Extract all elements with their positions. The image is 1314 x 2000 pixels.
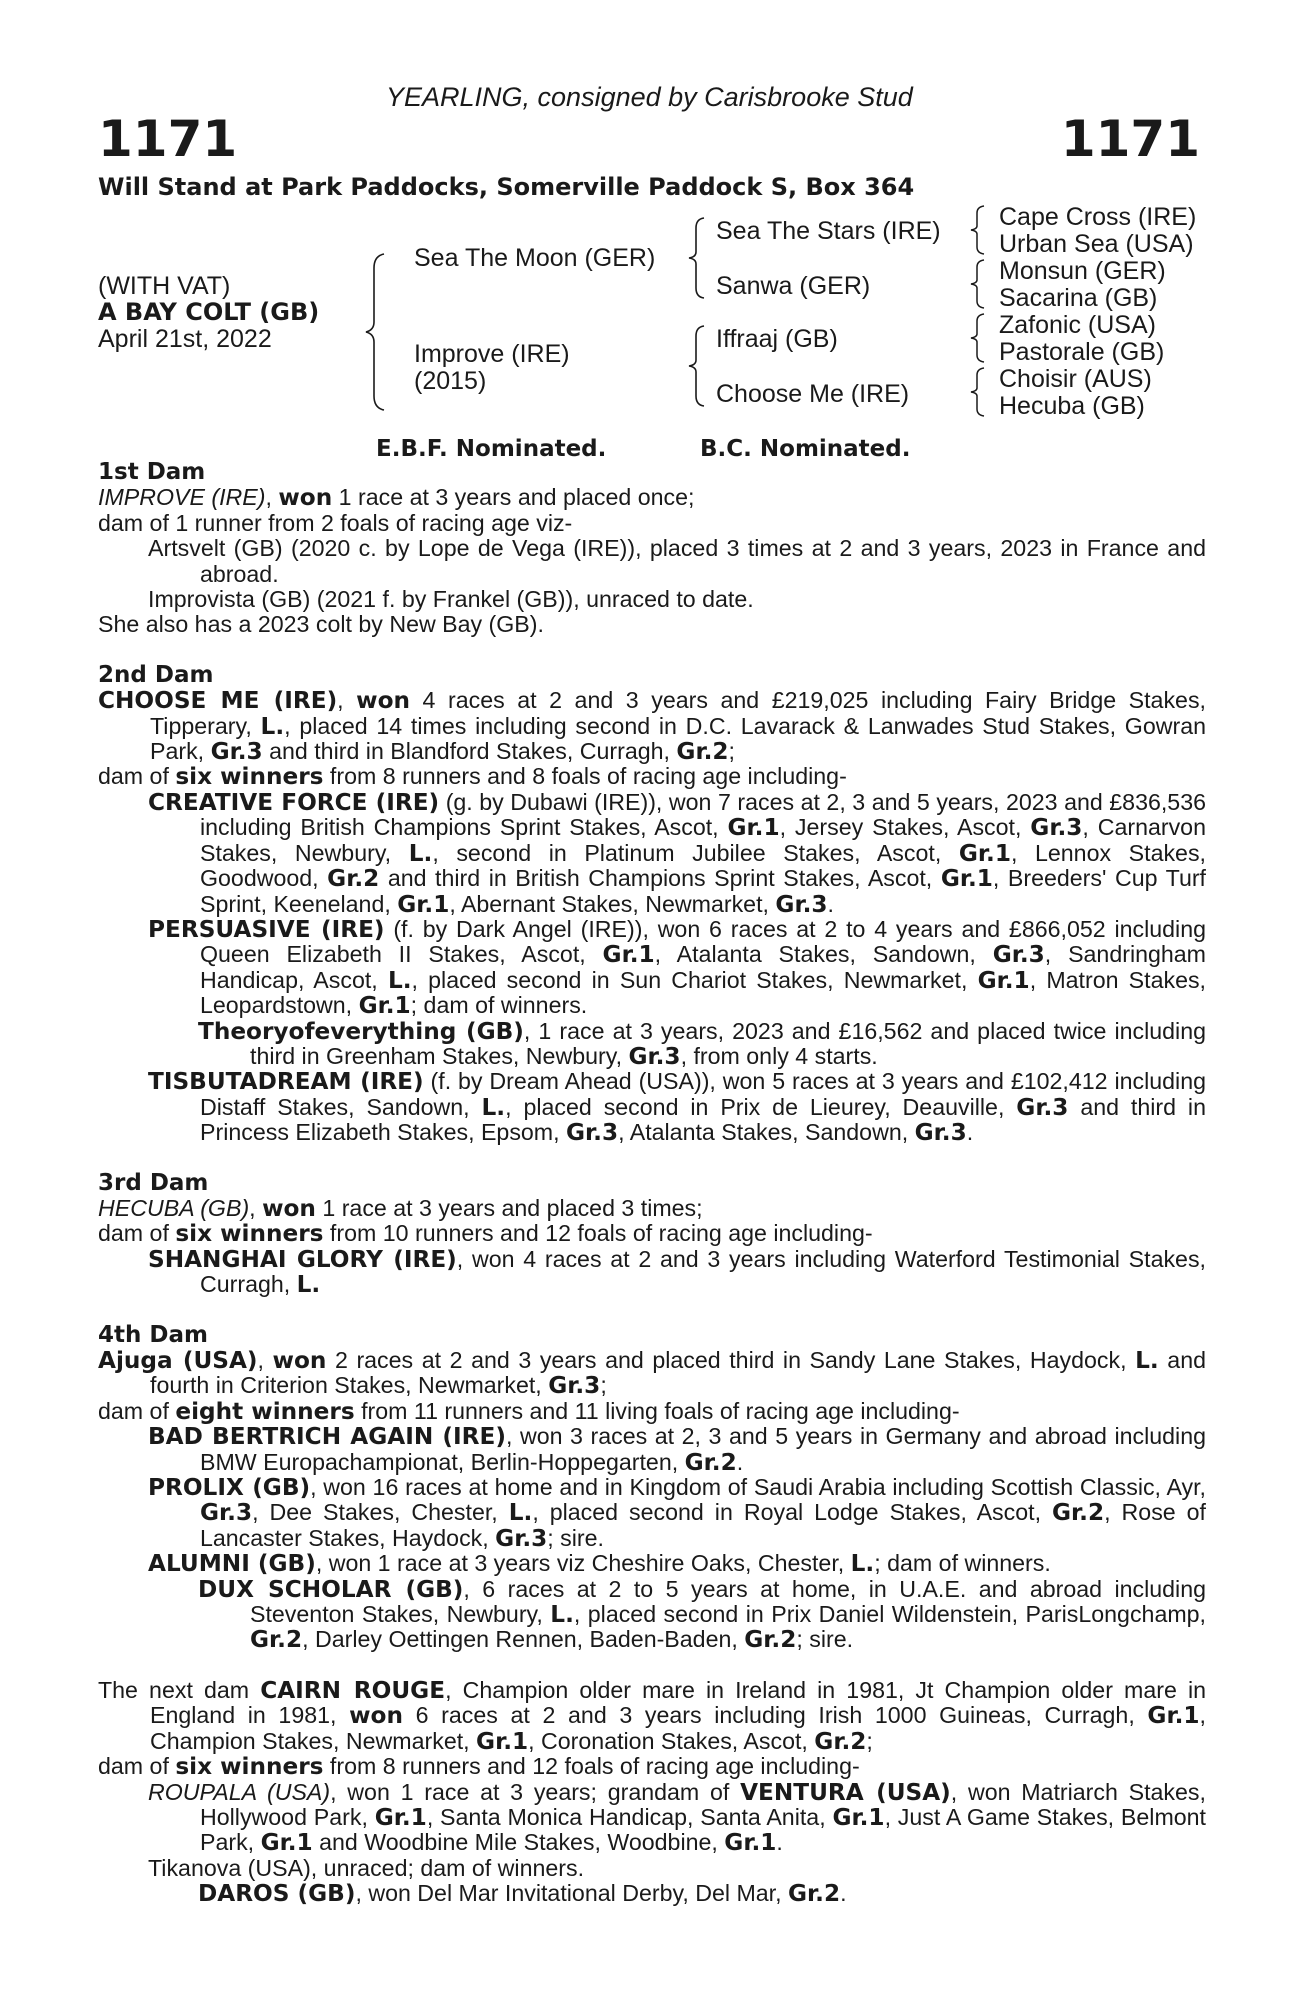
next-dam-produce-summary: dam of six winners from 8 runners and 12 foals of racing age including- — [98, 1753, 860, 1781]
pedigree-g7: Choisir (AUS) — [999, 365, 1152, 393]
second-dam-produce-3: TISBUTADREAM (IRE) (f. by Dream Ahead (USA)), won 5 races at 3 years and £102,412 including Distaff Stakes, Sandown, L., placed second in Prix de Lieurey, Deauville, Gr.3 and third in Princess Elizabeth Stakes, Epsom, Gr.3, Atalanta Stakes, Sandown, Gr.3. — [148, 1068, 1206, 1147]
stand-location: Will Stand at Park Paddocks, Somerville Paddock S, Box 364 — [98, 173, 915, 201]
pedigree-brace-g56 — [968, 312, 988, 364]
fourth-dam-produce-1: BAD BERTRICH AGAIN (IRE), won 3 races at 2, 3 and 5 years in Germany and abroad including BMW Europachampionat, Berlin-Hoppegarten, Gr.2. — [148, 1423, 1206, 1476]
third-dam-produce-1: SHANGHAI GLORY (IRE), won 4 races at 2 and 3 years including Waterford Testimonial Stakes, Curragh, L. — [148, 1245, 1206, 1299]
pedigree-g2: Urban Sea (USA) — [999, 230, 1194, 258]
second-dam-grandproduce-1: Theoryofeverything (GB), 1 race at 3 years, 2023 and £16,562 and placed twice including third in Greenham Stakes, Newbury, Gr.3, from only 4 starts. — [198, 1017, 1206, 1070]
pedigree-brace-g34 — [968, 258, 988, 310]
first-dam-note: She also has a 2023 colt by New Bay (GB). — [98, 611, 544, 638]
first-dam-produce-2: Improvista (GB) (2021 f. by Frankel (GB)), unraced to date. — [148, 586, 754, 613]
first-dam-produce-summary: dam of 1 runner from 2 foals of racing age viz- — [98, 509, 573, 536]
pedigree-brace-g12 — [968, 204, 988, 256]
second-dam-intro: CHOOSE ME (IRE), won 4 races at 2 and 3 years and £219,025 including Fairy Bridge Stakes, Tipperary, L., placed 14 times including second in D.C. Lavarack & Lanwades Stud Stakes, Gowran Park, Gr.3 and third in Blandford Stakes, Curragh, Gr.2; — [98, 687, 1206, 766]
bc-nomination: B.C. Nominated. — [700, 436, 911, 462]
pedigree-sire-dam: Sanwa (GER) — [716, 272, 871, 300]
pedigree-brace-g78 — [968, 366, 988, 418]
second-dam-heading: 2nd Dam — [98, 661, 214, 688]
horse-name: A BAY COLT (GB) — [98, 298, 320, 326]
next-dam-intro: The next dam CAIRN ROUGE, Champion older mare in Ireland in 1981, Jt Champion older mare in England in 1981, won 6 races at 2 and 3 years including Irish 1000 Guineas, Curragh, Gr.1, Champion Stakes, Newmarket, Gr.1, Coronation Stakes, Ascot, Gr.2; — [98, 1676, 1206, 1755]
fourth-dam-intro: Ajuga (USA), won 2 races at 2 and 3 years and placed third in Sandy Lane Stakes, Haydock, L. and fourth in Criterion Stakes, Newmarket, Gr.3; — [98, 1347, 1206, 1400]
fourth-dam-produce-summary: dam of eight winners from 11 runners and 11 living foals of racing age including- — [98, 1397, 960, 1425]
pedigree-g6: Pastorale (GB) — [999, 338, 1165, 366]
ebf-nomination: E.B.F. Nominated. — [376, 436, 607, 462]
pedigree-brace-sire — [686, 216, 708, 300]
third-dam-heading: 3rd Dam — [98, 1169, 209, 1196]
third-dam-intro: HECUBA (GB), won 1 race at 3 years and placed 3 times; — [98, 1194, 703, 1222]
pedigree-dam-year: (2015) — [414, 367, 487, 395]
pedigree-dam-dam: Choose Me (IRE) — [716, 380, 910, 408]
fourth-dam-grandproduce-1: DUX SCHOLAR (GB), 6 races at 2 to 5 years at home, in U.A.E. and abroad including Steventon Stakes, Newbury, L., placed second in Prix Daniel Wildenstein, ParisLongchamp, Gr.2, Darley Oettingen Rennen, Baden-Baden, Gr.2; sire. — [198, 1575, 1206, 1654]
pedigree-brace-main — [362, 252, 392, 412]
second-dam-produce-1: CREATIVE FORCE (IRE) (g. by Dubawi (IRE)), won 7 races at 2, 3 and 5 years, 2023 and £836,536 including British Champions Sprint Stakes, Ascot, Gr.1, Jersey Stakes, Ascot, Gr.3, Carnarvon Stakes, Newbury, L., second in Platinum Jubilee Stakes, Ascot, Gr.1, Lennox Stakes, Goodwood, Gr.2 and third in British Champions Sprint Stakes, Ascot, Gr.1, Breeders' Cup Turf Sprint, Keeneland, Gr.1, Abernant Stakes, Newmarket, Gr.3. — [148, 788, 1207, 918]
vat-note: (WITH VAT) — [98, 272, 231, 300]
pedigree-sire-sire: Sea The Stars (IRE) — [716, 217, 941, 245]
pedigree-notes — [98, 460, 1206, 1907]
third-dam-produce-summary: dam of six winners from 10 runners and 12 foals of racing age including- — [98, 1220, 873, 1248]
pedigree-dam-sire: Iffraaj (GB) — [716, 325, 838, 353]
fourth-dam-produce-2: PROLIX (GB), won 16 races at home and in Kingdom of Saudi Arabia including Scottish Classic, Ayr, Gr.3, Dee Stakes, Chester, L., placed second in Royal Lodge Stakes, Ascot, Gr.2, Rose of Lancaster Stakes, Haydock, Gr.3; sire. — [148, 1474, 1207, 1552]
next-dam-produce-2: Tikanova (USA), unraced; dam of winners. — [148, 1854, 585, 1881]
pedigree-dam: Improve (IRE) — [414, 340, 570, 368]
second-dam-produce-summary: dam of six winners from 8 runners and 8 foals of racing age including- — [98, 763, 847, 791]
pedigree-g1: Cape Cross (IRE) — [999, 203, 1197, 231]
consignor-line: YEARLING, consigned by Carisbrooke Stud — [386, 82, 913, 112]
next-dam-produce-1: ROUPALA (USA), won 1 race at 3 years; grandam of VENTURA (USA), won Matriarch Stakes, Hollywood Park, Gr.1, Santa Monica Handicap, Santa Anita, Gr.1, Just A Game Stakes, Belmont Park, Gr.1 and Woodbine Mile Stakes, Woodbine, Gr.1. — [148, 1778, 1206, 1857]
first-dam-intro: IMPROVE (IRE), won 1 race at 3 years and placed once; — [98, 484, 695, 512]
pedigree-sire: Sea The Moon (GER) — [414, 244, 656, 272]
second-dam-produce-2: PERSUASIVE (IRE) (f. by Dark Angel (IRE)), won 6 races at 2 to 4 years and £866,052 including Queen Elizabeth II Stakes, Ascot, Gr.1, Atalanta Stakes, Sandown, Gr.3, Sandringham Handicap, Ascot, L., placed second in Sun Chariot Stakes, Newmarket, Gr.1, Matron Stakes, Leopardstown, Gr.1; dam of winners. — [148, 915, 1207, 1020]
fourth-dam-heading: 4th Dam — [98, 1321, 208, 1348]
pedigree-g4: Sacarina (GB) — [999, 284, 1158, 312]
foaling-date: April 21st, 2022 — [98, 325, 272, 353]
first-dam-produce-1: Artsvelt (GB) (2020 c. by Lope de Vega (IRE)), placed 3 times at 2 and 3 years, 2023 in France and abroad. — [148, 535, 1206, 587]
pedigree-g3: Monsun (GER) — [999, 257, 1166, 285]
pedigree-g8: Hecuba (GB) — [999, 392, 1145, 420]
lot-number-right: 1171 — [1060, 110, 1200, 168]
first-dam-heading: 1st Dam — [98, 459, 206, 485]
pedigree-g5: Zafonic (USA) — [999, 311, 1156, 339]
lot-number-left: 1171 — [98, 110, 238, 168]
pedigree-brace-dam — [686, 324, 708, 408]
next-dam-grandproduce-1: DAROS (GB), won Del Mar Invitational Derby, Del Mar, Gr.2. — [198, 1880, 847, 1908]
fourth-dam-produce-3: ALUMNI (GB), won 1 race at 3 years viz Cheshire Oaks, Chester, L.; dam of winners. — [148, 1550, 1051, 1578]
